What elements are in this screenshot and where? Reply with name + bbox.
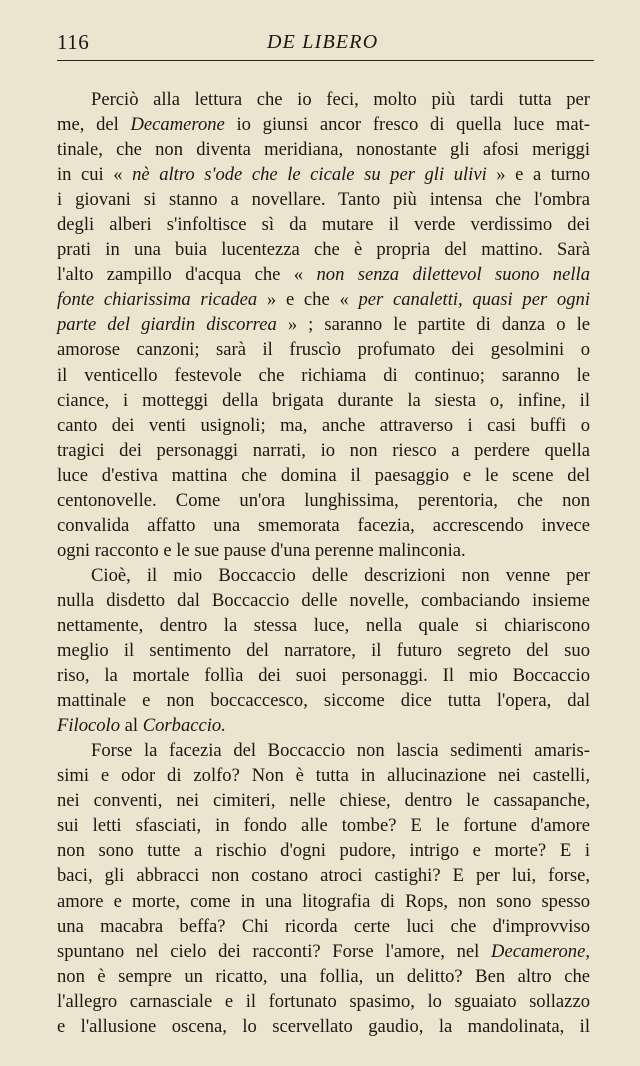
text-run: l'alto zampillo d'acqua che « xyxy=(57,264,317,286)
text-line xyxy=(57,989,590,1014)
text-run: amorose canzoni; sarà il fruscìo profumato dei gesolmini o xyxy=(57,339,590,361)
text-run: Forse la facezia del Boccaccio non lascia sedimenti amaris- xyxy=(91,740,590,762)
italic-text-run: Decamerone, xyxy=(491,940,590,962)
text-run: baci, gli abbracci non costano atroci castighi? E per lui, forse, xyxy=(57,865,590,887)
text-run: io giunsi ancor fresco di quella luce mat- xyxy=(224,114,590,136)
text-line xyxy=(57,914,590,939)
text-run: Perciò alla lettura che io feci, molto più tardi tutta per xyxy=(91,89,590,110)
text-line xyxy=(57,763,590,788)
paragraph xyxy=(57,87,590,563)
text-run: l'allegro carnasciale e il fortunato spasimo, lo sguaiato sollazzo xyxy=(57,990,590,1012)
text-line xyxy=(57,438,590,463)
text-run: nettamente, dentro la stessa luce, nella quale si chiariscono xyxy=(57,614,590,636)
text-run: il venticello festevole che richiama di continuo; saranno le xyxy=(57,364,590,386)
text-line xyxy=(57,788,590,813)
text-line xyxy=(57,1014,590,1039)
italic-text-run: parte del giardin discorrea xyxy=(57,314,277,336)
text-run: simi e odor di zolfo? Non è tutta in allucinazione nei castelli, xyxy=(57,765,590,787)
page-number: 116 xyxy=(57,30,90,54)
text-run: ogni racconto e le sue pause d'una perenne malinconia. xyxy=(57,539,466,561)
text-run: degli alberi s'infoltisce sì da mutare il verde verdissimo dei xyxy=(57,214,590,236)
text-line xyxy=(57,713,590,738)
text-line xyxy=(57,563,590,588)
text-run: » e che « xyxy=(257,289,359,311)
text-run: » ; saranno le partite di danza o le xyxy=(276,314,590,336)
text-run: amore e morte, come in una litografia di Rops, non sono spesso xyxy=(57,890,590,912)
text-run: mattinale e non boccaccesco, siccome dice tutta l'opera, dal xyxy=(57,690,590,712)
text-line xyxy=(57,112,590,137)
text-run: ciance, i motteggi della brigata durante la siesta o, infine, il xyxy=(57,389,590,411)
text-line xyxy=(57,889,590,914)
text-run: Cioè, il mio Boccaccio delle descrizioni non venne per xyxy=(91,564,590,586)
text-run: tinale, che non diventa meridiana, nonostante gli afosi meriggi xyxy=(57,139,590,161)
text-line xyxy=(57,413,590,438)
text-line xyxy=(57,187,590,212)
text-line xyxy=(57,87,590,112)
text-run: me, del xyxy=(57,114,131,136)
italic-text-run: nè altro s'ode che le cicale su per gli ulivi xyxy=(132,164,487,186)
text-line xyxy=(57,838,590,863)
text-run: meglio il sentimento del narratore, il futuro segreto del suo xyxy=(57,640,590,662)
text-run: i giovani si stanno a novellare. Tanto più intensa che l'ombra xyxy=(57,189,590,211)
text-line xyxy=(57,488,590,513)
text-line xyxy=(57,237,590,262)
text-line xyxy=(57,312,590,337)
text-run: e l'allusione oscena, lo scervellato gaudio, la mandolinata, il xyxy=(57,1015,590,1037)
text-line xyxy=(57,813,590,838)
italic-text-run: Filocolo xyxy=(57,715,120,737)
text-line xyxy=(57,337,590,362)
italic-text-run: non senza dilettevol suono nella xyxy=(316,264,590,286)
text-line xyxy=(57,137,590,162)
text-run: » e a turno xyxy=(486,164,590,186)
text-line xyxy=(57,162,590,187)
text-line xyxy=(57,688,590,713)
text-run: prati in una buia lucentezza che è propria del mattino. Sarà xyxy=(57,239,590,261)
text-run: convalida affatto una smemorata facezia, accrescendo invece xyxy=(57,514,590,536)
text-run: tragici dei personaggi narrati, io non riesco a perdere quella xyxy=(57,439,590,461)
text-run: canto dei venti usignoli; ma, anche attraverso i casi buffi o xyxy=(57,414,590,436)
italic-text-run: Decamerone xyxy=(130,114,225,136)
text-run: non sono tutte a rischio d'ogni pudore, intrigo e morte? E i xyxy=(57,840,590,862)
text-line xyxy=(57,863,590,888)
text-line xyxy=(57,262,590,287)
text-run: riso, la mortale follìa dei suoi personaggi. Il mio Boccaccio xyxy=(57,665,590,687)
text-run: spuntano nel cielo dei racconti? Forse l'amore, nel xyxy=(57,940,492,962)
text-run: centonovelle. Come un'ora lunghissima, perentoria, che non xyxy=(57,489,590,511)
text-line xyxy=(57,463,590,488)
text-run: nei conventi, nei cimiteri, nelle chiese, dentro le cassapanche, xyxy=(57,790,590,812)
running-title: DE LIBERO xyxy=(267,31,379,53)
text-run: al xyxy=(120,715,143,737)
italic-text-run: fonte chiarissima ricadea xyxy=(57,289,258,311)
text-line xyxy=(57,964,590,989)
text-line xyxy=(57,538,590,563)
italic-text-run: Corbaccio. xyxy=(142,715,226,737)
text-line xyxy=(57,363,590,388)
text-line xyxy=(57,939,590,964)
text-line xyxy=(57,738,590,763)
text-line xyxy=(57,388,590,413)
text-line xyxy=(57,638,590,663)
italic-text-run: per canaletti, quasi per ogni xyxy=(358,289,590,311)
text-line xyxy=(57,663,590,688)
body-text xyxy=(57,87,590,1039)
text-line xyxy=(57,212,590,237)
text-line xyxy=(57,588,590,613)
text-line xyxy=(57,613,590,638)
text-line xyxy=(57,513,590,538)
text-run: non è sempre un ricatto, una follia, un delitto? Ben altro che xyxy=(57,965,590,987)
text-line xyxy=(57,287,590,312)
text-run: sui letti sfasciati, in fondo alle tombe? E le fortune d'amore xyxy=(57,815,590,837)
text-run: in cui « xyxy=(57,164,133,186)
text-run: una macabra beffa? Chi ricorda certe luci che d'improvviso xyxy=(57,915,590,937)
text-run: luce d'estiva mattina che domina il paesaggio e le scene del xyxy=(57,464,590,486)
paragraph xyxy=(57,563,590,738)
paragraph xyxy=(57,738,590,1039)
text-run: nulla disdetto dal Boccaccio delle novelle, combaciando insieme xyxy=(57,589,590,611)
page-header xyxy=(57,26,594,61)
